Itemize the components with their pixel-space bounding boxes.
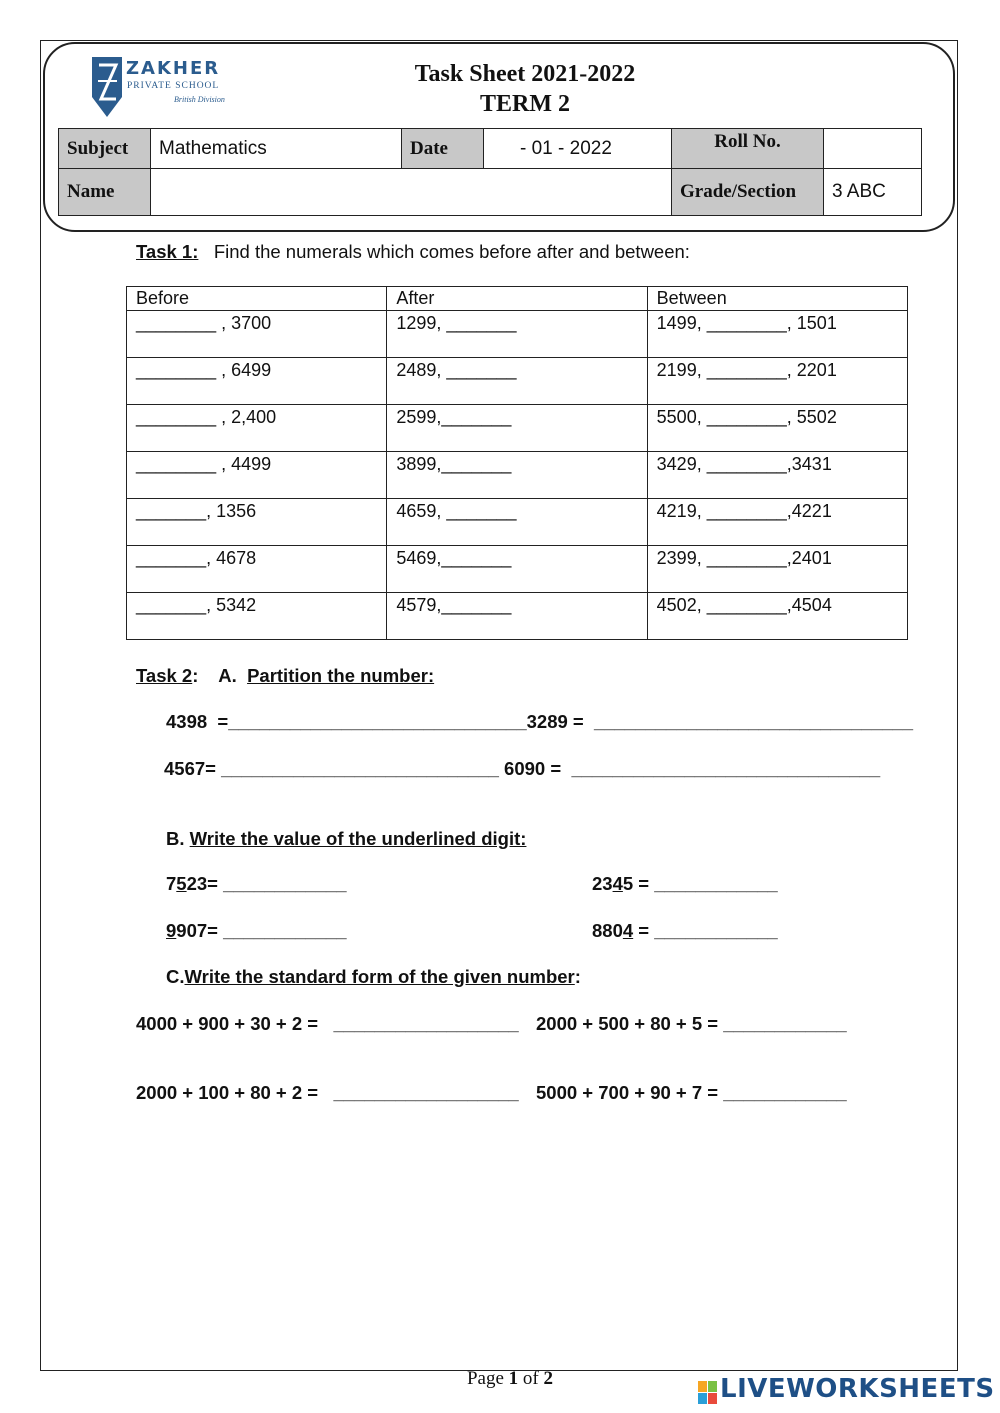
table-row — [127, 405, 908, 452]
between-cell[interactable]: 1499, ________, 1501 — [647, 311, 907, 358]
between-cell[interactable]: 2199, ________, 2201 — [647, 358, 907, 405]
grade-value: 3 ABC — [824, 169, 922, 216]
after-cell[interactable]: 3899,_______ — [387, 452, 647, 499]
task1-table — [126, 286, 908, 640]
roll-label: Roll No. — [672, 129, 824, 169]
part-b-prefix: B. — [166, 828, 190, 849]
digit-text: 880 — [592, 920, 623, 941]
after-cell[interactable]: 1299, _______ — [387, 311, 647, 358]
partition-line-1 — [166, 711, 913, 733]
roll-value-field[interactable] — [824, 129, 922, 169]
task2-heading — [136, 665, 434, 687]
part-c-colon: : — [574, 966, 581, 987]
before-cell[interactable]: ________ , 3700 — [127, 311, 387, 358]
part-c-prefix: C. — [166, 966, 185, 987]
digit-text: 23= ____________ — [186, 873, 347, 894]
partition-q4: 6090 = — [498, 758, 572, 779]
place-value-item-2[interactable] — [592, 873, 778, 895]
between-cell[interactable]: 3429, ________,3431 — [647, 452, 907, 499]
liveworksheets-logo-icon — [698, 1381, 718, 1405]
underlined-digit: 4 — [622, 920, 634, 941]
term-title: TERM 2 — [480, 91, 570, 117]
after-cell[interactable]: 2599,_______ — [387, 405, 647, 452]
before-cell[interactable]: _______, 5342 — [127, 593, 387, 640]
table-row — [127, 546, 908, 593]
subject-label: Subject — [59, 129, 151, 169]
before-cell[interactable]: ________ , 2,400 — [127, 405, 387, 452]
standard-form-item-4[interactable]: 5000 + 700 + 90 + 7 = ____________ — [536, 1082, 847, 1103]
date-value: - 01 - 2022 — [484, 129, 672, 169]
between-cell[interactable]: 2399, ________,2401 — [647, 546, 907, 593]
digit-text: 23 — [592, 873, 613, 894]
school-name: ZAKHER — [126, 58, 221, 79]
page-of: of — [518, 1368, 544, 1389]
after-cell[interactable]: 4659, _______ — [387, 499, 647, 546]
name-label: Name — [59, 169, 151, 216]
date-label: Date — [402, 129, 484, 169]
page-prefix: Page — [466, 1368, 509, 1389]
partition-answer-2[interactable]: _______________________________ — [594, 711, 913, 732]
task2-label: Task 2 — [136, 665, 193, 686]
partition-q1: 4398 = — [166, 711, 229, 732]
part-c-heading — [166, 966, 581, 988]
table-row — [127, 311, 908, 358]
table-row — [127, 593, 908, 640]
page-border — [40, 40, 958, 1371]
school-subtitle: PRIVATE SCHOOL — [127, 81, 220, 91]
page-current: 1 — [508, 1368, 519, 1389]
between-cell[interactable]: 4219, ________,4221 — [647, 499, 907, 546]
partition-q2: 3289 = — [526, 711, 595, 732]
place-value-item-1[interactable] — [166, 873, 347, 895]
school-division: British Division — [174, 95, 225, 104]
partition-answer-3[interactable]: ___________________________ — [221, 758, 499, 779]
standard-form-item-1[interactable]: 4000 + 900 + 30 + 2 = __________________ — [136, 1013, 519, 1034]
table-row — [127, 358, 908, 405]
task1-heading — [136, 241, 690, 263]
before-cell[interactable]: ________ , 6499 — [127, 358, 387, 405]
underlined-digit: 9 — [166, 920, 177, 941]
after-cell[interactable]: 5469,_______ — [387, 546, 647, 593]
part-c-title: Write the standard form of the given number — [184, 966, 575, 987]
before-cell[interactable]: _______, 1356 — [127, 499, 387, 546]
page-title: Task Sheet 2021-2022 — [414, 61, 636, 87]
digit-text: 5 = ____________ — [622, 873, 778, 894]
col-header-before: Before — [127, 287, 387, 311]
underlined-digit: 4 — [612, 873, 623, 894]
part-a-prefix: A. — [218, 665, 237, 686]
after-cell[interactable]: 2489, _______ — [387, 358, 647, 405]
student-info-table — [58, 128, 922, 216]
between-cell[interactable]: 5500, ________, 5502 — [647, 405, 907, 452]
table-row — [127, 499, 908, 546]
task1-instruction: Find the numerals which comes before after and between: — [213, 241, 690, 262]
underlined-digit: 5 — [176, 873, 187, 894]
digit-text: 7 — [166, 873, 177, 894]
between-cell[interactable]: 4502, ________,4504 — [647, 593, 907, 640]
place-value-item-3[interactable] — [166, 920, 347, 942]
col-header-after: After — [387, 287, 647, 311]
digit-text: = ____________ — [633, 920, 778, 941]
page-number — [440, 1368, 580, 1390]
before-cell[interactable]: _______, 4678 — [127, 546, 387, 593]
partition-answer-1[interactable]: _____________________________ — [228, 711, 527, 732]
task1-label: Task 1: — [136, 241, 199, 262]
col-header-between: Between — [647, 287, 907, 311]
digit-text: 907= ____________ — [176, 920, 347, 941]
place-value-item-4[interactable] — [592, 920, 778, 942]
partition-line-2 — [164, 758, 880, 780]
part-b-heading — [166, 828, 526, 850]
part-a-title: Partition the number: — [247, 665, 435, 686]
name-value-field[interactable] — [151, 169, 672, 216]
liveworksheets-watermark: LIVEWORKSHEETS — [720, 1374, 995, 1404]
grade-label: Grade/Section — [672, 169, 824, 216]
page-total: 2 — [543, 1368, 553, 1389]
partition-answer-4[interactable]: ______________________________ — [571, 758, 881, 779]
partition-q3: 4567= — [164, 758, 222, 779]
subject-value: Mathematics — [151, 129, 402, 169]
part-b-title: Write the value of the underlined digit: — [189, 828, 527, 849]
table-row — [127, 452, 908, 499]
standard-form-item-3[interactable]: 2000 + 100 + 80 + 2 = __________________ — [136, 1082, 519, 1103]
standard-form-item-2[interactable]: 2000 + 500 + 80 + 5 = ____________ — [536, 1013, 847, 1034]
task2-colon: : — [192, 665, 199, 686]
after-cell[interactable]: 4579,_______ — [387, 593, 647, 640]
before-cell[interactable]: ________ , 4499 — [127, 452, 387, 499]
